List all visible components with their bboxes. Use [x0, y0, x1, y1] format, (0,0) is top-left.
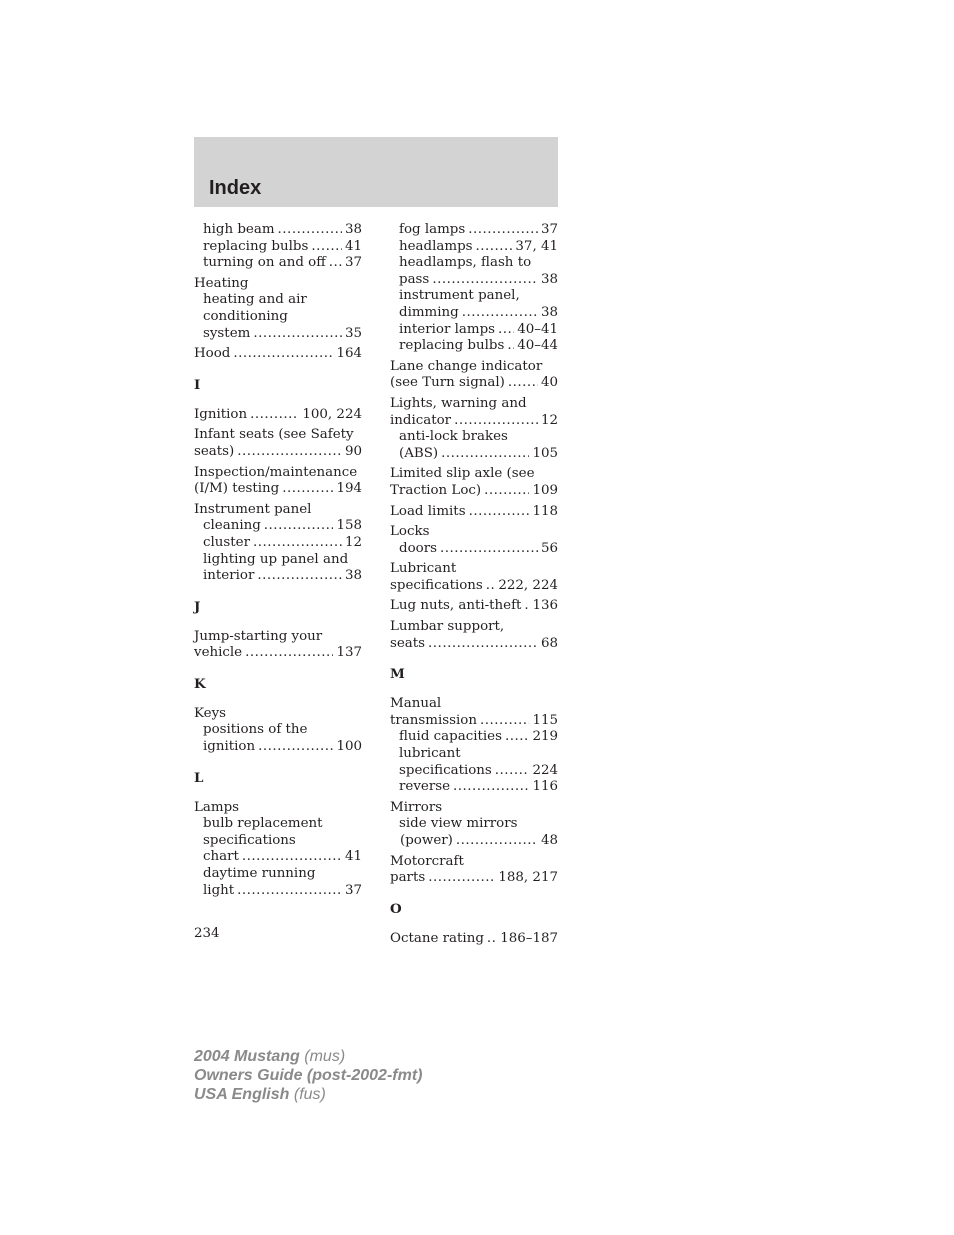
index-entry-page: 38 [344, 222, 362, 237]
index-entry [194, 239, 362, 256]
index-column-left [194, 222, 362, 899]
index-entry: Heating [194, 275, 249, 291]
index-entry [390, 305, 558, 322]
index-entry [194, 739, 362, 756]
index-entry-text: system [203, 325, 251, 341]
index-entry-page: 38 [344, 568, 362, 584]
index-entry-text: interior lamps [399, 321, 496, 337]
dot-leader [250, 407, 299, 424]
dot-leader [432, 272, 538, 289]
index-letter-heading: K [194, 675, 206, 692]
dot-leader [480, 713, 529, 730]
index-entry-page: 40–41 [517, 321, 558, 337]
document-footer [194, 1047, 422, 1104]
index-entry [390, 446, 558, 463]
index-entry [194, 346, 362, 363]
index-entry-text: chart [203, 849, 239, 865]
index-entry: daytime running [203, 866, 316, 882]
dot-leader [440, 541, 538, 558]
index-entry-text: specifications [390, 577, 483, 593]
index-letter-heading: J [194, 598, 201, 615]
index-entry [390, 338, 558, 355]
index-entry: bulb replacement [203, 816, 323, 832]
index-entry-page: 40–44 [517, 338, 558, 354]
dot-leader [454, 413, 538, 430]
index-entry: conditioning [203, 308, 288, 324]
dot-leader [507, 338, 514, 355]
index-entry-page: 38 [540, 271, 558, 287]
page-number: 234 [194, 926, 220, 941]
dot-leader [257, 568, 342, 585]
index-entry-text: interior [203, 568, 255, 584]
footer-line-code: (fus) [293, 1086, 326, 1103]
page-title: Index [209, 177, 262, 199]
dot-leader [237, 883, 342, 900]
index-entry-text: pass [399, 271, 430, 287]
dot-leader [453, 779, 529, 796]
index-entry-page: 137 [336, 645, 362, 661]
index-entry: Infant seats (see Safety [194, 427, 354, 443]
index-entry-page: 164 [336, 346, 362, 362]
index-entry [390, 636, 558, 653]
dot-leader [428, 636, 538, 653]
index-letter-heading: M [390, 666, 405, 683]
index-entry-page: 115 [532, 712, 558, 728]
index-entry [390, 504, 558, 521]
index-entry-text: doors [399, 540, 437, 556]
index-entry-page: 219 [532, 729, 558, 745]
dot-leader [487, 931, 497, 948]
index-entry [390, 713, 558, 730]
index-entry-page: 100 [336, 739, 362, 755]
dot-leader [428, 870, 495, 887]
index-entry [390, 763, 558, 780]
index-entry-page: 41 [344, 849, 362, 865]
index-entry [194, 222, 362, 239]
index-entry-text: cluster [203, 534, 250, 550]
index-entry-text: (power) [400, 833, 453, 848]
index-entry: Mirrors [390, 799, 443, 815]
dot-leader [484, 483, 529, 500]
index-entry-text: transmission [390, 712, 477, 728]
index-entry: side view mirrors [399, 816, 518, 832]
index-entry-page: 194 [336, 481, 362, 497]
index-letter-heading: O [390, 900, 402, 917]
index-entry-page: 35 [344, 325, 362, 341]
index-entry-text: cleaning [203, 518, 261, 534]
index-entry [194, 481, 362, 498]
dot-leader [508, 375, 538, 392]
index-entry: Instrument panel [194, 501, 312, 517]
index-entry-page: 12 [344, 534, 362, 550]
index-entry: Manual [390, 696, 442, 712]
index-entry-text: Load limits [390, 503, 466, 519]
index-entry-text: replacing bulbs [399, 338, 505, 354]
index-entry-page: 105 [532, 445, 558, 461]
index-entry-page: 116 [532, 779, 558, 795]
dot-leader [253, 535, 342, 552]
footer-line-bold: Owners Guide (post-2002-fmt) [194, 1067, 423, 1084]
dot-leader [505, 729, 529, 746]
index-entry-page: 118 [532, 503, 558, 519]
index-letter-heading: I [194, 376, 201, 393]
index-entry [390, 272, 558, 289]
index-entry [390, 578, 558, 595]
dot-leader [498, 322, 514, 339]
dot-leader [264, 518, 334, 535]
index-entry: Lights, warning and [390, 395, 527, 411]
dot-leader [258, 739, 333, 756]
index-entry-page: 37 [344, 882, 362, 898]
index-entry-page: 222, 224 [498, 577, 558, 593]
dot-leader [329, 255, 342, 272]
index-entry-text: ignition [203, 739, 256, 755]
index-entry: Lamps [194, 799, 240, 815]
index-entry: Locks [390, 524, 430, 540]
index-entry-page: 38 [540, 304, 558, 320]
index-entry [194, 568, 362, 585]
index-entry-text: parts [390, 870, 426, 886]
index-entry [390, 598, 558, 615]
index-entry: Jump-starting your [194, 628, 323, 644]
index-entry [194, 326, 362, 343]
index-entry-text: specifications [399, 762, 492, 778]
index-entry-page: 68 [540, 635, 558, 651]
index-entry-text: replacing bulbs [203, 238, 309, 254]
index-entry: Lane change indicator [390, 358, 543, 374]
index-entry [390, 483, 558, 500]
index-entry-text: vehicle [194, 645, 243, 661]
index-entry-page: 109 [532, 482, 558, 498]
dot-leader [237, 444, 342, 461]
dot-leader [441, 446, 529, 463]
index-entry: Lubricant [390, 561, 457, 577]
index-entry-text: indicator [390, 412, 452, 428]
index-entry-text: Ignition [194, 406, 248, 422]
dot-leader [242, 849, 342, 866]
footer-line-bold: 2004 Mustang [194, 1048, 300, 1065]
index-entry [194, 255, 362, 272]
index-entry-text: seats) [194, 443, 235, 459]
index-entry [194, 849, 362, 866]
index-entry-text: (I/M) testing [194, 481, 280, 497]
index-entry [390, 833, 558, 850]
index-entry: heating and air [203, 292, 307, 308]
index-entry: instrument panel, [399, 288, 520, 304]
index-header-band [194, 137, 558, 207]
index-entry-page: 188, 217 [498, 870, 558, 886]
index-entry [390, 541, 558, 558]
index-entry-text: dimming [399, 304, 459, 320]
dot-leader [469, 504, 530, 521]
index-entry [194, 518, 362, 535]
index-entry: Lumbar support, [390, 619, 505, 635]
dot-leader [456, 833, 538, 850]
index-entry [390, 375, 558, 392]
footer-line-code: (mus) [304, 1048, 346, 1065]
index-entry-page: 136 [532, 598, 558, 614]
index-entry-text: seats [390, 635, 426, 651]
index-entry [194, 883, 362, 900]
dot-leader [495, 763, 530, 780]
index-entry: Limited slip axle (see [390, 466, 535, 482]
index-entry-text: Lug nuts, anti-theft [390, 598, 522, 614]
index-entry-page: 56 [540, 540, 558, 556]
dot-leader [486, 578, 496, 595]
index-entry-text: Hood [194, 346, 231, 362]
index-entry: Inspection/maintenance [194, 464, 358, 480]
index-entry-page: 37 [540, 222, 558, 237]
index-entry [390, 779, 558, 796]
index-column-right [390, 222, 558, 947]
index-entry: headlamps, flash to [399, 255, 532, 271]
index-entry-text: turning on and off [203, 255, 326, 271]
index-entry-text: high beam [203, 222, 275, 237]
index-entry-page: 224 [532, 762, 558, 778]
index-entry-text: Octane rating [390, 930, 484, 946]
index-entry: lighting up panel and [203, 551, 349, 567]
index-entry-text: light [203, 882, 235, 898]
index-entry [194, 407, 362, 424]
index-entry-page: 40 [540, 375, 558, 391]
index-entry-page: 41 [344, 238, 362, 254]
index-entry [390, 729, 558, 746]
index-entry-text: headlamps [399, 238, 473, 254]
dot-leader [468, 222, 538, 239]
index-entry: Motorcraft [390, 853, 464, 869]
dot-leader [245, 645, 333, 662]
index-entry-page: 12 [540, 412, 558, 428]
index-entry-text: fluid capacities [399, 729, 502, 745]
dot-leader [253, 326, 342, 343]
dot-leader [278, 222, 342, 239]
index-entry-page: 37 [344, 255, 362, 271]
index-letter-heading: L [194, 769, 204, 786]
dot-leader [282, 481, 333, 498]
footer-line [194, 1085, 422, 1104]
dot-leader [311, 239, 342, 256]
index-entry [390, 931, 558, 948]
index-entry: anti-lock brakes [399, 429, 508, 445]
index-entry [390, 322, 558, 339]
footer-line [194, 1066, 422, 1085]
index-entry: lubricant [399, 746, 461, 762]
index-entry-text: (ABS) [399, 445, 439, 461]
index-entry [194, 444, 362, 461]
index-entry-page: 100, 224 [302, 406, 362, 422]
index-entry [390, 870, 558, 887]
footer-line [194, 1047, 422, 1066]
index-entry: Keys [194, 705, 227, 721]
dot-leader [233, 346, 333, 363]
index-entry-text: reverse [399, 779, 451, 795]
index-entry [390, 239, 558, 256]
index-entry: specifications [203, 832, 296, 848]
index-entry-text: Traction Loc) [390, 482, 482, 498]
index-entry-page: 186–187 [500, 930, 558, 946]
index-entry-text: (see Turn signal) [390, 375, 505, 391]
index-entry-page: 90 [344, 443, 362, 459]
index-entry-page: 158 [336, 518, 362, 534]
index-entry-page: 48 [540, 833, 558, 848]
index-entry [390, 413, 558, 430]
index-entry-page: 37, 41 [515, 238, 558, 254]
index-entry: positions of the [203, 722, 308, 738]
index-entry-text: fog lamps [399, 222, 466, 237]
footer-line-bold: USA English [194, 1086, 290, 1103]
dot-leader [476, 239, 513, 256]
dot-leader [524, 598, 529, 615]
index-entry [194, 535, 362, 552]
dot-leader [462, 305, 538, 322]
index-entry [194, 645, 362, 662]
index-entry [390, 222, 558, 239]
